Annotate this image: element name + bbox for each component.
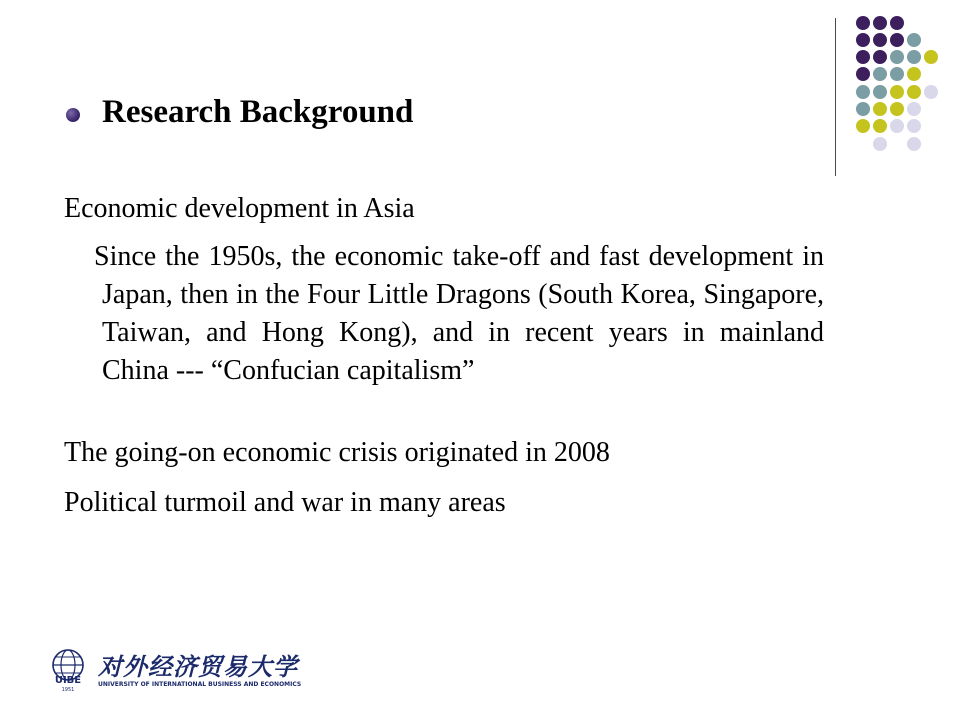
slide-title: Research Background <box>102 94 414 130</box>
uibe-emblem-icon <box>44 645 92 693</box>
decor-dot <box>856 50 870 64</box>
decor-dot <box>873 137 887 151</box>
decor-dot <box>873 85 887 99</box>
decor-dot <box>856 102 870 116</box>
decor-dot <box>856 85 870 99</box>
decor-dot <box>907 33 921 47</box>
decorative-vertical-line <box>835 18 836 176</box>
svg-text:1951: 1951 <box>61 687 75 693</box>
body-line-political-turmoil: Political turmoil and war in many areas <box>64 487 506 518</box>
decor-dot <box>873 119 887 133</box>
decor-dot <box>924 50 938 64</box>
decor-dot <box>890 33 904 47</box>
decor-dot <box>907 102 921 116</box>
university-logo <box>44 645 302 693</box>
svg-text:UIBE: UIBE <box>54 675 82 686</box>
body-paragraph-since-1950s: Since the 1950s, the economic take-off and fast development in Japan, then in the Four Little Dragons (South Korea, Singapore, Taiwan, and Hong Kong), and in recent years in mainland China --- “Confucian capitalism” <box>94 241 824 386</box>
body-line-economic-development: Economic development in Asia <box>64 193 415 224</box>
decor-dot <box>907 85 921 99</box>
decor-dot <box>890 16 904 30</box>
decor-dot <box>907 137 921 151</box>
decor-dot <box>890 67 904 81</box>
decor-dot <box>873 67 887 81</box>
decor-dot <box>856 16 870 30</box>
logo-english-name: UNIVERSITY OF INTERNATIONAL BUSINESS AND ECONOMICS <box>98 681 302 688</box>
decor-dot <box>890 85 904 99</box>
decor-dot <box>907 119 921 133</box>
decor-dot <box>907 67 921 81</box>
decor-dot <box>890 119 904 133</box>
decor-dot <box>873 33 887 47</box>
decor-dot <box>890 102 904 116</box>
decor-dot <box>890 50 904 64</box>
decor-dot <box>873 16 887 30</box>
decor-dot <box>907 50 921 64</box>
body-line-economic-crisis: The going-on economic crisis originated in 2008 <box>64 437 610 468</box>
logo-chinese-name: 对外经济贸易大学 <box>98 653 298 681</box>
decor-dot <box>856 33 870 47</box>
decor-dot <box>856 119 870 133</box>
decor-dot <box>873 102 887 116</box>
title-bullet-icon <box>66 108 80 122</box>
decor-dot <box>924 85 938 99</box>
decor-dot <box>856 67 870 81</box>
decor-dot <box>873 50 887 64</box>
